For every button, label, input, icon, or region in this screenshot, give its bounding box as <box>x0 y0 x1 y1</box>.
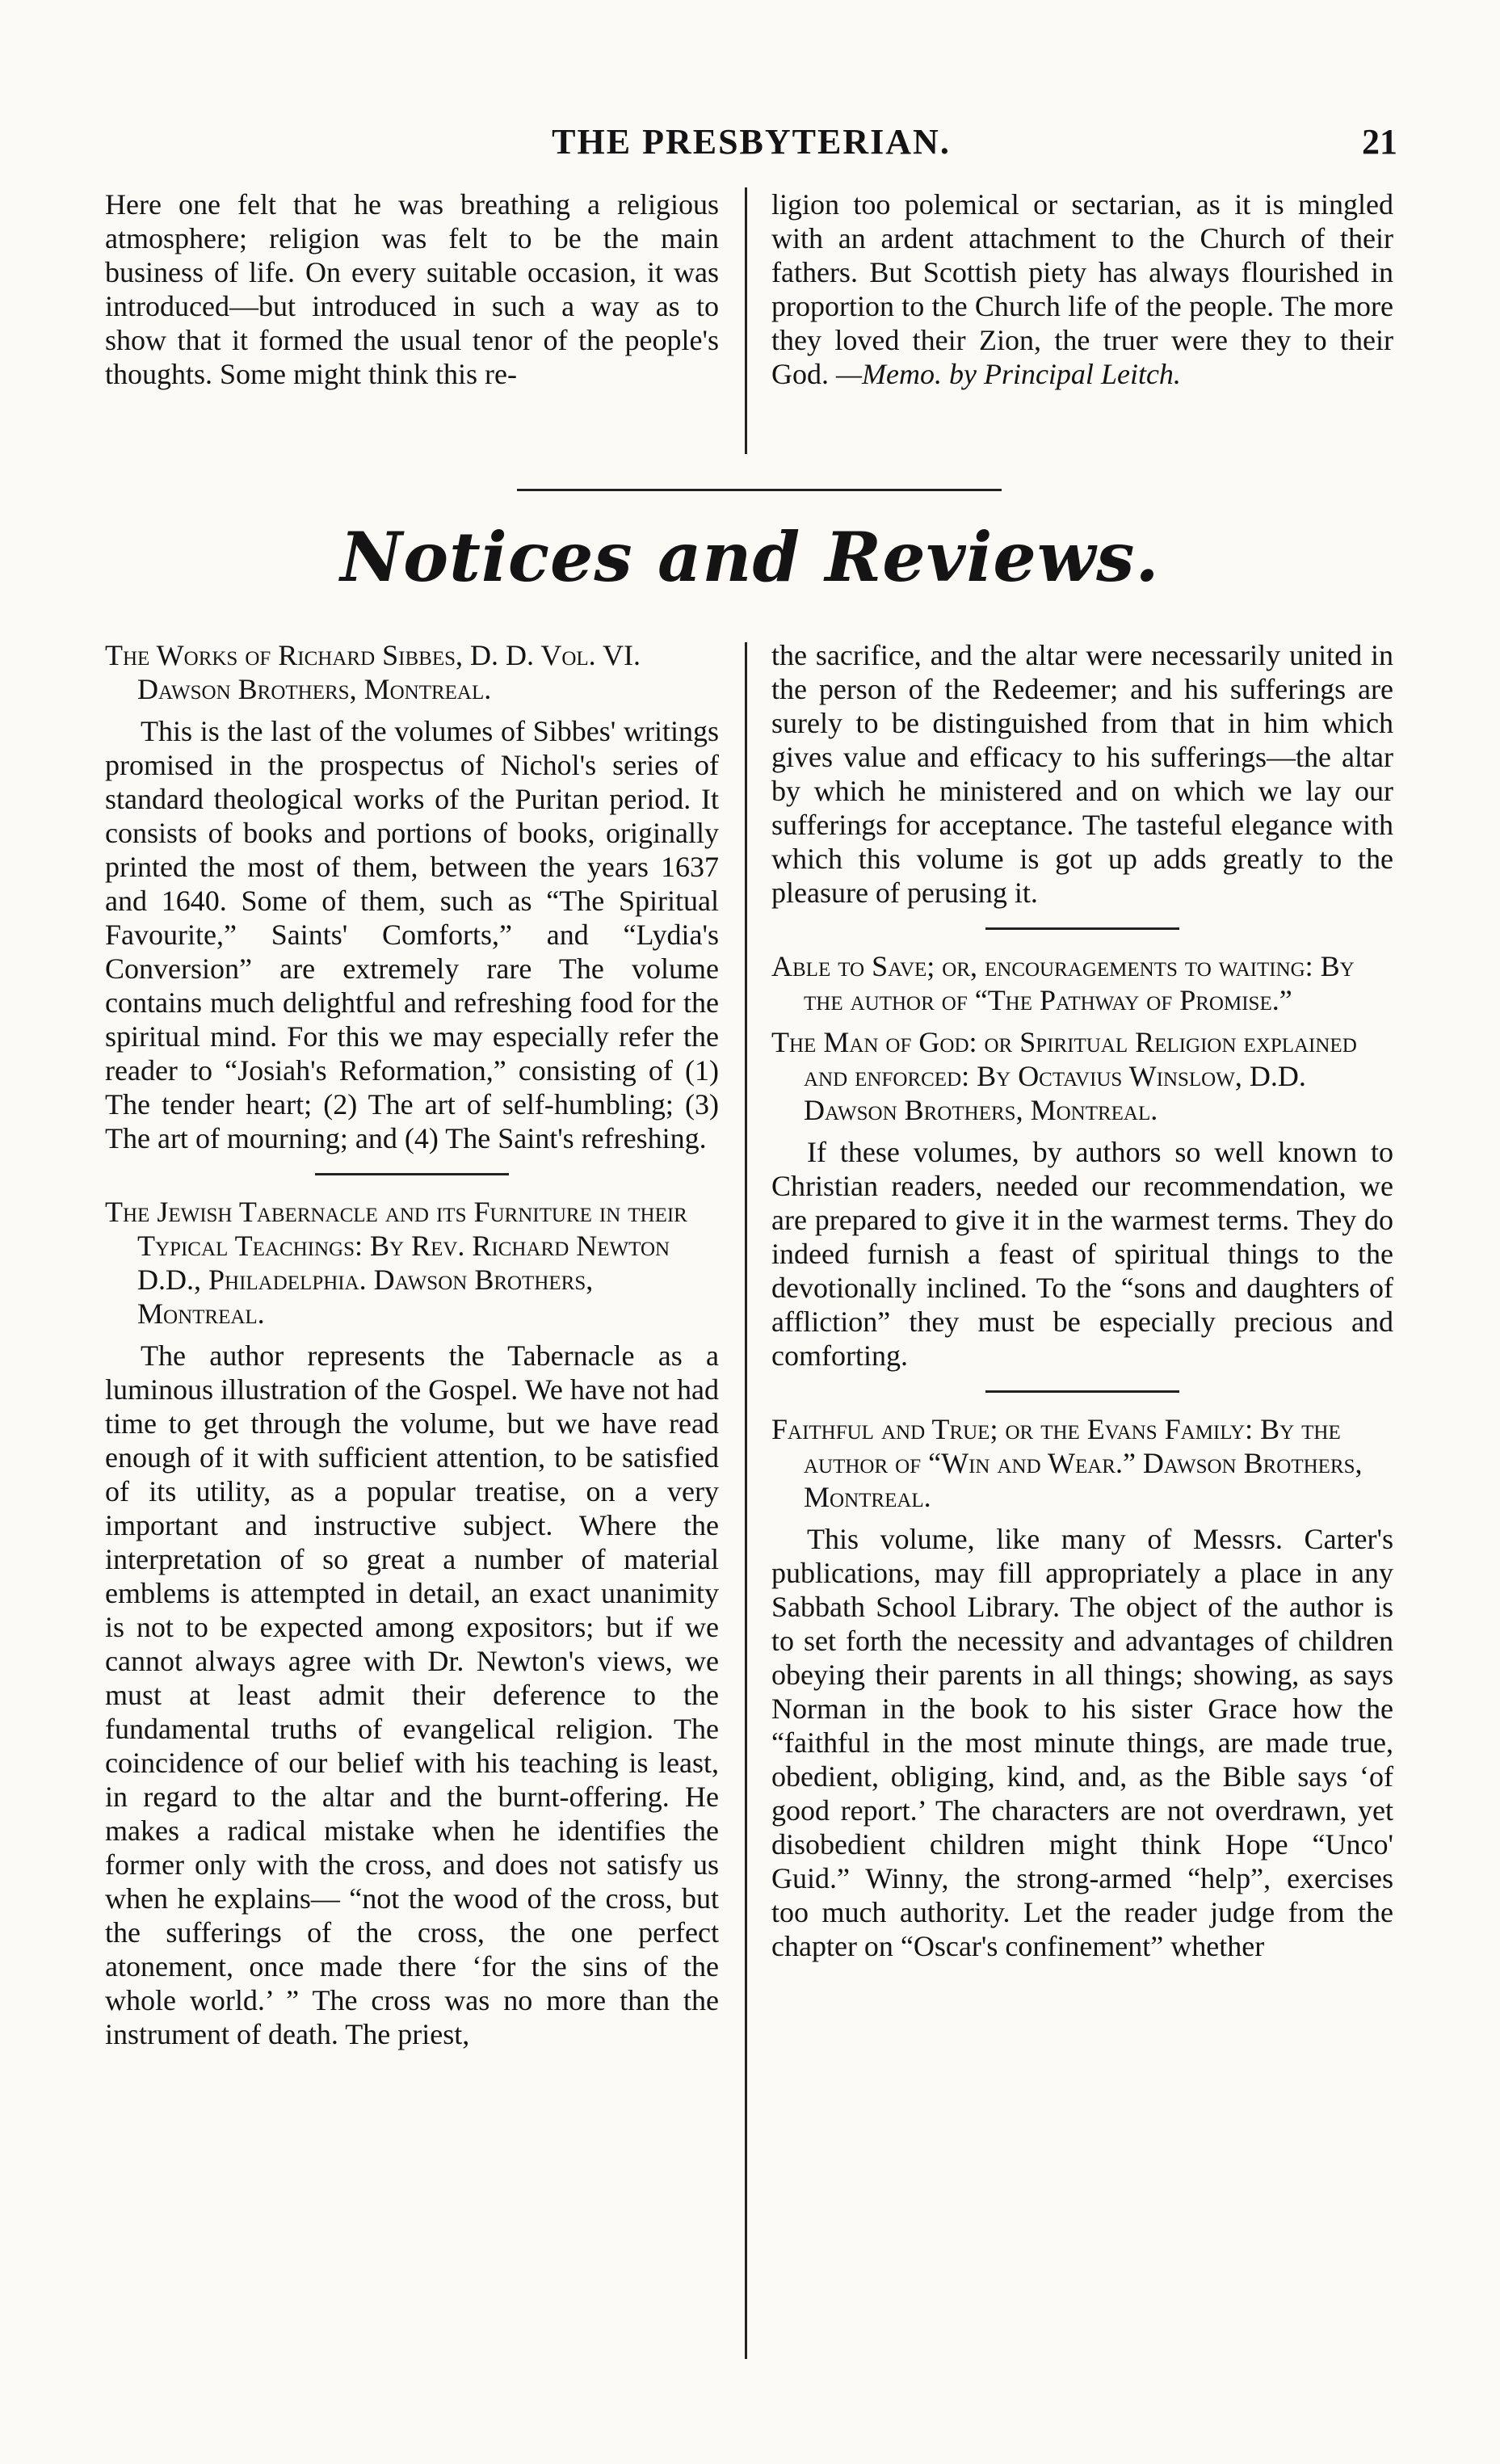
review-divider <box>985 1390 1179 1393</box>
column-divider-top <box>745 187 747 454</box>
review-heading-tabernacle: The Jewish Tabernacle and its Furniture in their Typical Teachings: By Rev. Richard Newton D.D., Philadelphia. Dawson Brothers, Montreal. <box>105 1196 687 1330</box>
review-body-faithful-and-true: This volume, like many of Messrs. Carter's publications, may fill appropriately a place in any Sabbath School Library. The object of the author is to set forth the necessity and advantages of children obeying their parents in all things; showing, as says Norman in the book to his sister Grace how the “faithful in the most minute things, are made true, obedient, obliging, kind, and, as the Bible says ‘of good report.’ The characters are not overdrawn, yet disobedient children might think Hope “Unco' Guid.” Winny, the strong-armed “help”, exercises too much authority. Let the reader judge from the chapter on “Oscar's confinement” whether <box>771 1523 1393 1962</box>
review-body-sibbes: This is the last of the volumes of Sibbes' writings promised in the prospectus of Nichol's series of standard theological works of the Puritan period. It consists of books and portions of books, originally printed the most of them, between the years 1637 and 1640. Some of them, such as “The Spiritual Favourite,” Saints' Comforts,” and “Lydia's Conversion” are extremely rare The volume contains much delightful and refreshing food for the spiritual mind. For this we may especially refer the reader to “Josiah's Reformation,” consisting of (1) The tender heart; (2) The art of self-humbling; (3) The art of mourning; and (4) The Saint's refreshing. <box>105 715 719 1154</box>
review-body-man-of-god: If these volumes, by authors so well known to Christian readers, needed our recommendation, we are prepared to give it in the warmest terms. They do indeed furnish a feast of spiritual things to the devotionally inclined. To the “sons and daughters of affliction” they must be especially precious and comforting. <box>771 1136 1393 1372</box>
top-right-column <box>771 187 1393 399</box>
review-heading-able-to-save: Able to Save; or, encouragements to waiting: By the author of “The Pathway of Promise.” <box>771 950 1355 1016</box>
section-rule <box>517 489 1002 491</box>
review-heading-sibbes: The Works of Richard Sibbes, D. D. Vol. VI. Dawson Brothers, Montreal. <box>105 639 641 705</box>
top-left-paragraph: Here one felt that he was breathing a religious atmosphere; religion was felt to be the main business of life. On every suitable occasion, it was introduced—but introduced in such a way as to show that it formed the usual tenor of the people's thoughts. Some might think this re- <box>105 188 719 390</box>
review-continuation-tabernacle: the sacrifice, and the altar were necessarily united in the person of the Redeemer; and his sufferings are surely to be distinguished from that in him which gives value and efficacy to his sufferings—the altar by which he ministered and on which we lay our sufferings for acceptance. The tasteful elegance with which this volume is got up adds greatly to the pleasure of perusing it. <box>771 639 1393 909</box>
left-main-column <box>105 638 719 2059</box>
running-title: THE PRESBYTERIAN. <box>552 122 951 162</box>
review-divider <box>315 1173 509 1175</box>
top-right-paragraph <box>771 187 1393 391</box>
review-heading-man-of-god: The Man of God: or Spiritual Religion explained and enforced: By Octavius Winslow, D.D. Dawson Brothers, Montreal. <box>771 1026 1357 1126</box>
review-body-tabernacle: The author represents the Tabernacle as a luminous illustration of the Gospel. We have not had time to get through the volume, but we have read enough of it with sufficient attention, to be satisfied of its utility, as a popular treatise, on a very important and instructive subject. Where the interpretation of so great a number of material emblems is attempted in detail, an exact unanimity is not to be expected among expositors; but if we cannot always agree with Dr. Newton's views, we must at least admit their deference to the fundamental truths of evangelical religion. The coincidence of our belief with his teaching is least, in regard to the altar and the burnt-offering. He makes a radical mistake when he identifies the former only with the cross, and does not satisfy us when he explains— “not the wood of the cross, but the sufferings of the cross, the one perfect atonement, once made there ‘for the sins of the whole world.’ ” The cross was no more than the instrument of death. The priest, <box>105 1339 719 2050</box>
attribution: —Memo. by Principal Leitch. <box>836 358 1181 390</box>
review-heading-faithful-and-true: Faithful and True; or the Evans Family: By the author of “Win and Wear.” Dawson Brothers, Montreal. <box>771 1413 1363 1513</box>
top-right-text: ligion too polemical or sectarian, as it is mingled with an ardent attachment to the Church of their fathers. But Scottish piety has always flourished in proportion to the Church life of the people. The more they loved their Zion, the truer were they to their God. <box>771 188 1393 390</box>
review-divider <box>985 927 1179 930</box>
top-left-column <box>105 187 719 399</box>
page-header <box>89 121 1414 170</box>
right-main-column <box>771 638 1393 1971</box>
column-divider-main <box>745 642 747 2359</box>
page-number: 21 <box>1362 122 1397 162</box>
section-title: Notices and Reviews. <box>340 517 1160 597</box>
